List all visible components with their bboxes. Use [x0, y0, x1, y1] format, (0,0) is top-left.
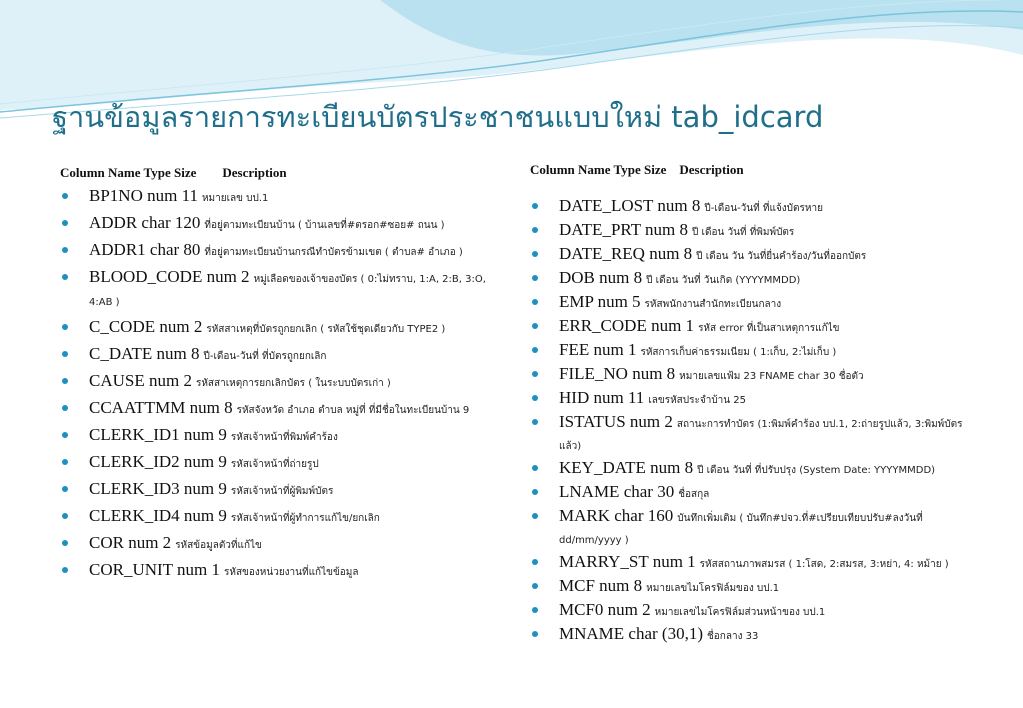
field-definition: FILE_NO num 8 [559, 364, 676, 383]
field-item [530, 268, 980, 290]
field-item [60, 186, 500, 209]
field-definition: CAUSE num 2 [89, 371, 192, 390]
field-description: บันทึกเพิ่มเติม ( บันทึก#ปจว.ที่#เปรียบเทียบปรับ#ลงวันที่ dd/mm/yyyy ) [559, 513, 923, 546]
field-description: รหัสเจ้าหน้าที่ผู้พิมพ์บัตร [230, 486, 334, 497]
left-column-header: Column Name Type Size Description [60, 165, 287, 180]
field-item [60, 344, 500, 367]
field-definition: ERR_CODE num 1 [559, 316, 695, 335]
field-description: รหัสพนักงานสำนักทะเบียนกลาง [644, 299, 782, 310]
field-definition: COR_UNIT num 1 [89, 560, 220, 579]
bullet-icon [532, 227, 538, 233]
field-item [60, 371, 500, 394]
field-description: ชื่อกลาง 33 [707, 631, 759, 642]
field-description: รหัสเจ้าหน้าที่ถ่ายรูป [230, 459, 319, 470]
field-definition: DATE_PRT num 8 [559, 220, 689, 239]
bullet-icon [62, 247, 68, 253]
field-definition: CLERK_ID1 num 9 [89, 425, 227, 444]
field-definition: MCF num 8 [559, 576, 643, 595]
bullet-icon [62, 378, 68, 384]
field-description: รหัสสถานภาพสมรส ( 1:โสด, 2:สมรส, 3:หย่า, 4: หม้าย ) [699, 559, 949, 570]
field-item [60, 267, 500, 313]
field-definition: CLERK_ID3 num 9 [89, 479, 227, 498]
field-item [60, 213, 500, 236]
field-item [530, 340, 980, 362]
field-item [60, 317, 500, 340]
field-description: รหัสสาเหตุการยกเลิกบัตร ( ในระบบบัตรเก่า ) [195, 378, 391, 389]
bullet-icon [62, 324, 68, 330]
field-description: ชื่อสกุล [678, 489, 710, 500]
field-description: รหัสเจ้าหน้าที่ผู้ทำการแก้ไข/ยกเลิก [230, 513, 380, 524]
page-title: ฐานข้อมูลรายการทะเบียนบัตรประชาชนแบบใหม่ tab_idcard [52, 100, 824, 134]
field-description: รหัสสาเหตุที่บัตรถูกยกเลิก ( รหัสใช้ชุดเดียวกับ TYPE2 ) [206, 324, 446, 335]
field-item [530, 220, 980, 242]
field-definition: ISTATUS num 2 [559, 412, 673, 431]
bullet-icon [62, 567, 68, 573]
bullet-icon [62, 220, 68, 226]
bullet-icon [62, 193, 68, 199]
field-description: สถานะการทำบัตร (1:พิมพ์คำร้อง บป.1, 2:ถ่ายรูปแล้ว, 3:พิมพ์บัตรแล้ว) [559, 419, 963, 452]
field-definition: MARRY_ST num 1 [559, 552, 696, 571]
field-description: หมายเลขไมโครฟิล์มของ บป.1 [646, 583, 780, 594]
field-item [530, 576, 980, 598]
bullet-icon [62, 513, 68, 519]
field-definition: ADDR1 char 80 [89, 240, 201, 259]
bullet-icon [532, 631, 538, 637]
field-definition: C_DATE num 8 [89, 344, 200, 363]
field-description: หมายเลขแฟ้ม 23 FNAME char 30 ชื่อตัว [679, 371, 864, 382]
field-description: รหัสของหน่วยงานที่แก้ไขข้อมูล [223, 567, 359, 578]
field-definition: DOB num 8 [559, 268, 643, 287]
field-item [530, 552, 980, 574]
field-definition: FEE num 1 [559, 340, 637, 359]
field-description: หมายเลข บป.1 [201, 193, 269, 204]
bullet-icon [62, 274, 68, 280]
field-item [60, 560, 500, 583]
field-item [60, 533, 500, 556]
field-definition: C_CODE num 2 [89, 317, 203, 336]
field-definition: BP1NO num 11 [89, 186, 198, 205]
field-definition: ADDR char 120 [89, 213, 201, 232]
right-column-header: Column Name Type Size Description [530, 162, 744, 177]
field-definition: HID num 11 [559, 388, 645, 407]
bullet-icon [62, 351, 68, 357]
field-item [60, 479, 500, 502]
field-item [60, 506, 500, 529]
field-description: รหัสจังหวัด อำเภอ ตำบล หมู่ที่ ที่มีชื่อในทะเบียนบ้าน 9 [236, 405, 470, 416]
field-item [530, 600, 980, 622]
field-description: หมู่เลือดของเจ้าของบัตร ( 0:ไม่ทราบ, 1:A, 2:B, 3:O, 4:AB ) [89, 274, 486, 308]
field-definition: EMP num 5 [559, 292, 641, 311]
field-description: รหัสการเก็บค่าธรรมเนียม ( 1:เก็บ, 2:ไม่เก็บ ) [640, 347, 837, 358]
field-definition: BLOOD_CODE num 2 [89, 267, 250, 286]
field-definition: MARK char 160 [559, 506, 674, 525]
bullet-icon [532, 347, 538, 353]
bullet-icon [62, 432, 68, 438]
field-item [60, 452, 500, 475]
field-item [530, 506, 980, 550]
bullet-icon [532, 323, 538, 329]
bullet-icon [62, 540, 68, 546]
field-item [530, 292, 980, 314]
field-description: ที่อยู่ตามทะเบียนบ้าน ( บ้านเลขที่#ตรอก#ซอย# ถนน ) [204, 220, 445, 231]
field-definition: LNAME char 30 [559, 482, 675, 501]
bullet-icon [532, 203, 538, 209]
field-description: ปี เดือน วันที่ ที่พิมพ์บัตร [692, 227, 795, 238]
field-definition: DATE_REQ num 8 [559, 244, 693, 263]
field-description: หมายเลขไมโครฟิล์มส่วนหน้าของ บป.1 [654, 607, 826, 618]
field-definition: MCF0 num 2 [559, 600, 651, 619]
bullet-icon [62, 405, 68, 411]
field-description: ปี เดือน วันที่ ที่ปรับปรุง (System Date: YYYYMMDD) [697, 465, 936, 476]
bullet-icon [532, 583, 538, 589]
bullet-icon [532, 395, 538, 401]
field-item [530, 316, 980, 338]
bullet-icon [532, 465, 538, 471]
field-definition: COR num 2 [89, 533, 172, 552]
bullet-icon [532, 299, 538, 305]
right-column [530, 162, 980, 648]
field-description: ปี เดือน วัน วันที่ยื่นคำร้อง/วันที่ออกบัตร [696, 251, 867, 262]
field-definition: CLERK_ID2 num 9 [89, 452, 227, 471]
field-item [530, 458, 980, 480]
field-description: รหัส error ที่เป็นสาเหตุการแก้ไข [698, 323, 840, 334]
field-item [60, 398, 500, 421]
field-item [530, 364, 980, 386]
field-definition: DATE_LOST num 8 [559, 196, 701, 215]
field-definition: KEY_DATE num 8 [559, 458, 694, 477]
field-definition: CLERK_ID4 num 9 [89, 506, 227, 525]
field-item [530, 412, 980, 456]
field-item [530, 624, 980, 646]
field-description: รหัสเจ้าหน้าที่พิมพ์คำร้อง [230, 432, 338, 443]
bullet-icon [532, 251, 538, 257]
right-field-list [530, 196, 980, 646]
field-item [530, 196, 980, 218]
left-column [60, 165, 500, 587]
field-description: ปี-เดือน-วันที่ ที่แจ้งบัตรหาย [704, 203, 823, 214]
bullet-icon [532, 489, 538, 495]
bullet-icon [532, 607, 538, 613]
field-description: รหัสข้อมูลตัวที่แก้ไข [175, 540, 262, 551]
field-definition: CCAATTMM num 8 [89, 398, 233, 417]
left-field-list [60, 186, 500, 583]
bullet-icon [532, 275, 538, 281]
bullet-icon [532, 559, 538, 565]
field-description: เลขรหัสประจำบ้าน 25 [648, 395, 747, 406]
field-item [530, 482, 980, 504]
field-item [530, 388, 980, 410]
bullet-icon [62, 486, 68, 492]
field-description: ที่อยู่ตามทะเบียนบ้านกรณีทำบัตรข้ามเขต ( ตำบล# อำเภอ ) [204, 247, 463, 258]
bullet-icon [532, 419, 538, 425]
bullet-icon [532, 513, 538, 519]
field-item [530, 244, 980, 266]
bullet-icon [62, 459, 68, 465]
field-item [60, 425, 500, 448]
field-description: ปี-เดือน-วันที่ ที่บัตรถูกยกเลิก [203, 351, 327, 362]
field-definition: MNAME char (30,1) [559, 624, 703, 643]
field-item [60, 240, 500, 263]
field-description: ปี เดือน วันที่ วันเกิด (YYYYMMDD) [646, 275, 801, 286]
bullet-icon [532, 371, 538, 377]
